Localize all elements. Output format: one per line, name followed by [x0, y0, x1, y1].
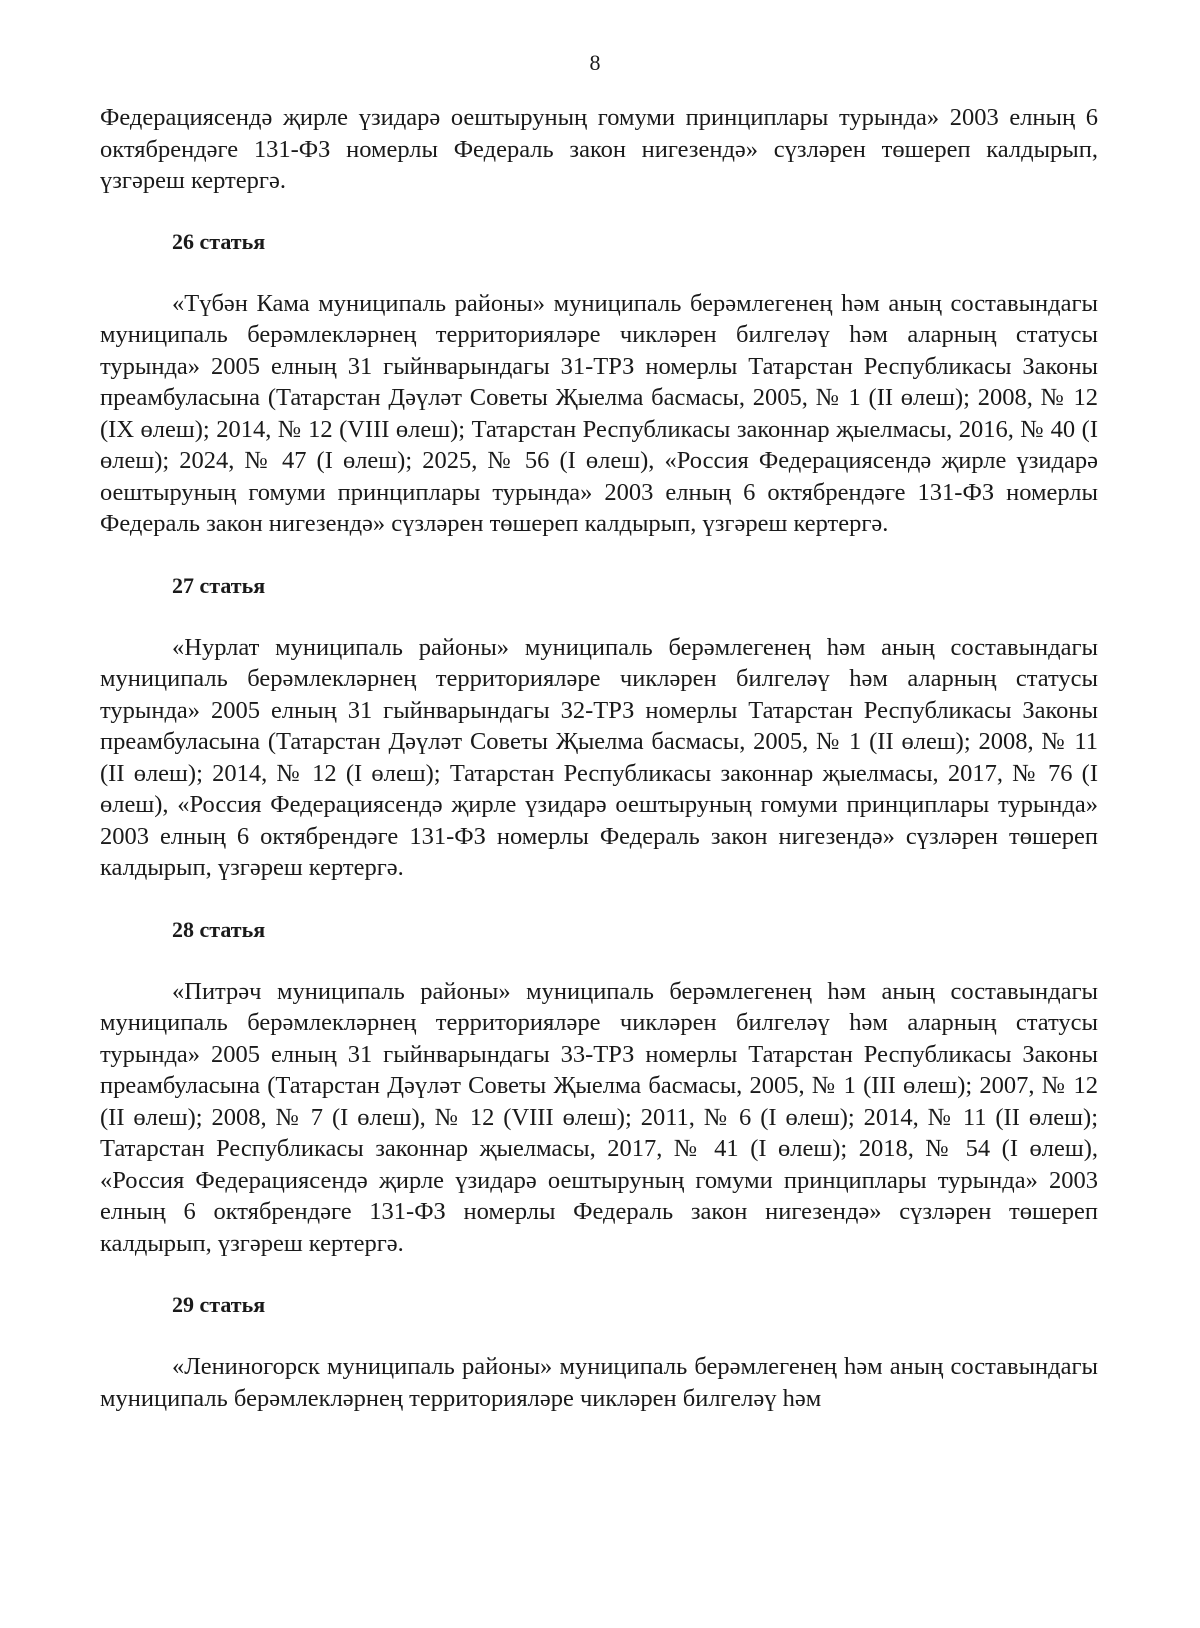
article-heading-28: 28 статья — [172, 916, 266, 942]
article-heading-26: 26 статья — [172, 228, 266, 254]
document-body — [100, 102, 1098, 1414]
intro-paragraph: Федерациясендә җирле үзидарә оештыруның гомуми принциплары турында» 2003 елның 6 октябрендәге 131-ФЗ номерлы Федераль закон нигезендә» сүзләрен төшереп калдырып, үзгәреш кертергә. — [100, 104, 1098, 194]
article-text-29: «Лениногорск муниципаль районы» муниципаль берәмлегенең һәм аның составындагы муниципаль берәмлекләрнең территорияләре чикләрен билгеләү һәм — [100, 1353, 1098, 1412]
article-heading-27: 27 статья — [172, 572, 266, 598]
article-text-26: «Түбән Кама муниципаль районы» муниципаль берәмлегенең һәм аның составындагы муниципаль берәмлекләрнең территорияләре чикләрен билгеләү һәм аларның статусы турында» 2005 елның 31 гыйнварындагы 31-ТРЗ номерлы Татарстан Республикасы Законы преамбуласына (Татарстан Дәүләт Советы Җыелма басмасы, 2005, № 1 (II өлеш); 2008, № 12 (IX өлеш); 2014, № 12 (VIII өлеш); Татарстан Республикасы законнар җыелмасы, 2016, № 40 (I өлеш); 2024, № 47 (I өлеш); 2025, № 56 (I өлеш), «Россия Федерациясендә җирле үзидарә оештыруның гомуми принциплары турында» 2003 елның 6 октябрендәге 131-ФЗ номерлы Федераль закон нигезендә» сүзләрен төшереп калдырып, үзгәреш кертергә. — [100, 289, 1098, 537]
page-number: 8 — [589, 50, 601, 75]
article-text-28: «Питрәч муниципаль районы» муниципаль берәмлегенең һәм аның составындагы муниципаль берәмлекләрнең территорияләре чикләрен билгеләү һәм аларның статусы турында» 2005 елның 31 гыйнварындагы 33-ТРЗ номерлы Татарстан Республикасы Законы преамбуласына (Татарстан Дәүләт Советы Җыелма басмасы, 2005, № 1 (III өлеш); 2007, № 12 (II өлеш); 2008, № 7 (I өлеш), № 12 (VIII өлеш); 2011, № 6 (I өлеш); 2014, № 11 (II өлеш); Татарстан Республикасы законнар җыелмасы, 2017, № 41 (I өлеш); 2018, № 54 (I өлеш), «Россия Федерациясендә җирле үзидарә оештыруның гомуми принциплары турында» 2003 елның 6 октябрендәге 131-ФЗ номерлы Федераль закон нигезендә» сүзләрен төшереп калдырып, үзгәреш кертергә. — [100, 977, 1098, 1257]
article-text-27: «Нурлат муниципаль районы» муниципаль берәмлегенең һәм аның составындагы муниципаль берәмлекләрнең территорияләре чикләрен билгеләү һәм аларның статусы турында» 2005 елның 31 гыйнварындагы 32-ТРЗ номерлы Татарстан Республикасы Законы преамбуласына (Татарстан Дәүләт Советы Җыелма басмасы, 2005, № 1 (II өлеш); 2008, № 11 (II өлеш); 2014, № 12 (I өлеш); Татарстан Республикасы законнар җыелмасы, 2017, № 76 (I өлеш), «Россия Федерациясендә җирле үзидарә оештыруның гомуми принциплары турында» 2003 елның 6 октябрендәге 131-ФЗ номерлы Федераль закон нигезендә» сүзләрен төшереп калдырып, үзгәреш кертергә. — [100, 633, 1098, 881]
article-heading-29: 29 статья — [172, 1292, 266, 1317]
